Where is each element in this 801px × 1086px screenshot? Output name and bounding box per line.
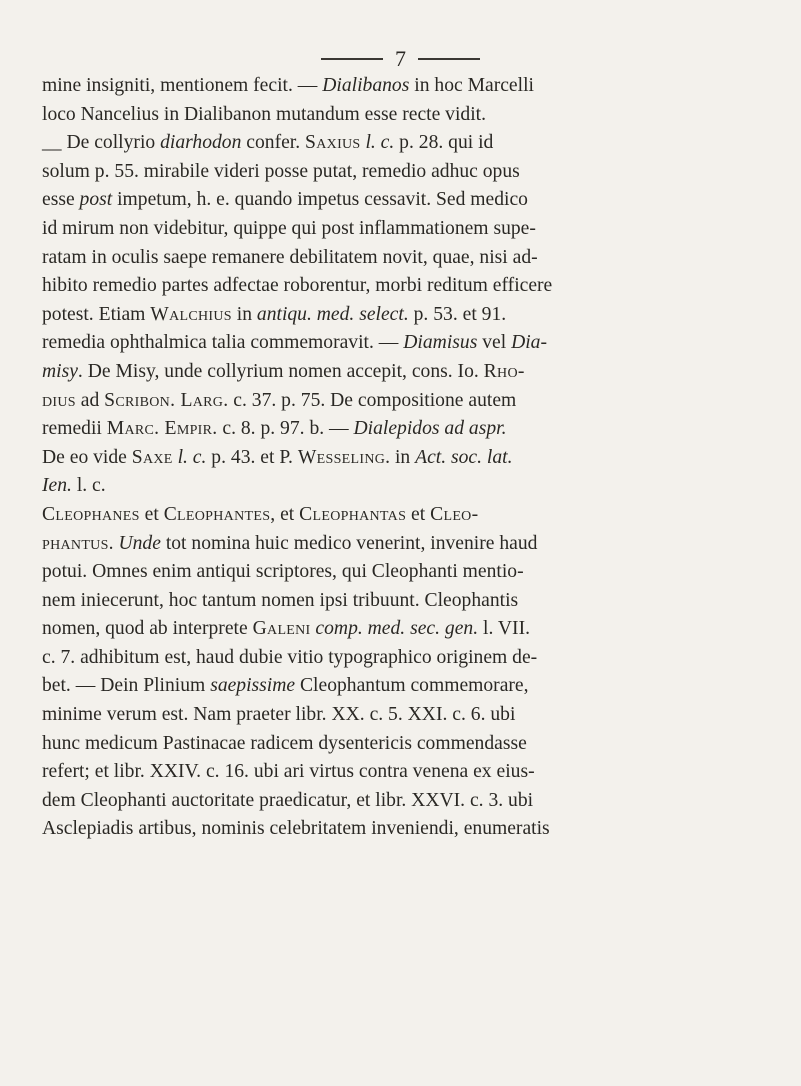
text-run: potest. Etiam xyxy=(42,303,151,325)
name-run: Cleo- xyxy=(430,503,479,525)
text-run: confer. xyxy=(241,132,306,154)
name-run: Saxius xyxy=(305,132,361,154)
italic-run: l. c. xyxy=(365,132,395,154)
text-line xyxy=(42,501,774,530)
name-run: Cleophantas xyxy=(299,503,407,525)
text-run: Asclepiadis artibus, nominis celebritatem inveniendi, enumeratis xyxy=(42,818,550,840)
name-run: Cleophantes xyxy=(163,503,271,525)
text-run: l. VII. xyxy=(478,618,530,640)
text-run: hibito remedio partes adfectae roborentur, morbi reditum efficere xyxy=(42,275,553,297)
text-run: et xyxy=(406,503,431,525)
name-run: Scribon. Larg. xyxy=(104,389,229,411)
name-run: Cleophanes xyxy=(42,503,140,525)
text-run: minime verum est. Nam praeter libr. XX. c. 5. XXI. c. 6. ubi xyxy=(42,704,516,726)
page-header xyxy=(0,48,801,70)
text-line xyxy=(42,72,774,101)
italic-run: Dia- xyxy=(511,332,547,354)
text-run: nomen, quod ab interprete xyxy=(42,618,253,640)
text-run: vel xyxy=(477,332,512,354)
header-rule-left xyxy=(321,58,383,60)
italic-run: misy xyxy=(42,360,78,382)
text-run: l. c. xyxy=(71,475,106,497)
header-rule-right xyxy=(418,58,480,60)
text-run: remedia ophthalmica talia commemoravit. — xyxy=(42,332,404,354)
italic-run: Unde xyxy=(118,532,161,554)
body-text xyxy=(42,72,774,844)
text-line xyxy=(42,158,774,187)
text-line xyxy=(42,815,774,844)
text-run: __ De collyrio xyxy=(42,132,161,154)
italic-run: Dialepidos ad aspr. xyxy=(353,418,507,440)
text-run: c. 37. p. 75. De compositione autem xyxy=(228,389,517,411)
name-run: phantus xyxy=(42,532,109,554)
text-line xyxy=(42,301,774,330)
text-line xyxy=(42,472,774,501)
text-run: . xyxy=(108,532,119,554)
text-line xyxy=(42,387,774,416)
text-run: impetum, h. e. quando impetus cessavit. Sed medico xyxy=(112,189,528,211)
italic-run: Act. soc. lat. xyxy=(415,446,513,468)
name-run: Wesseling xyxy=(297,446,386,468)
page-number: 7 xyxy=(395,46,406,71)
text-run: mine insigniti, mentionem fecit. — xyxy=(42,75,323,96)
text-run: in hoc Marcelli xyxy=(409,75,534,96)
text-line xyxy=(42,615,774,644)
italic-run: antiqu. med. select. xyxy=(256,303,409,325)
text-run: p. 28. qui id xyxy=(394,132,494,154)
italic-run: Diamisus xyxy=(403,332,478,354)
italic-run: saepissime xyxy=(210,675,296,697)
italic-run: l. c. xyxy=(177,446,207,468)
text-run: esse xyxy=(42,189,80,211)
name-run: dius xyxy=(42,389,76,411)
text-run: De eo vide xyxy=(42,446,132,468)
italic-run: diarhodon xyxy=(160,132,242,154)
text-line xyxy=(42,530,774,559)
text-line xyxy=(42,444,774,473)
name-run: Saxe xyxy=(131,446,173,468)
text-run: c. 8. p. 97. b. — xyxy=(217,418,354,440)
text-run: remedii xyxy=(42,418,107,440)
text-run: ad xyxy=(75,389,105,411)
text-line xyxy=(42,587,774,616)
text-line xyxy=(42,186,774,215)
text-run: refert; et libr. XXIV. c. 16. ubi ari virtus contra venena ex eius- xyxy=(42,761,535,783)
text-run: solum p. 55. mirabile videri posse putat, remedio adhuc opus xyxy=(42,160,520,182)
text-run: p. 53. et 91. xyxy=(408,303,507,325)
text-run: potui. Omnes enim antiqui scriptores, qui Cleophanti mentio- xyxy=(42,561,524,583)
text-line xyxy=(42,644,774,673)
text-line xyxy=(42,701,774,730)
text-run: id mirum non videbitur, quippe qui post inflammationem supe- xyxy=(42,217,536,239)
text-run: nem iniecerunt, hoc tantum nomen ipsi tribuunt. Cleophantis xyxy=(42,589,519,611)
text-line xyxy=(42,415,774,444)
text-line xyxy=(42,329,774,358)
text-run: dem Cleophanti auctoritate praedicatur, et libr. XXVI. c. 3. ubi xyxy=(42,789,534,811)
italic-run: post xyxy=(79,189,113,211)
text-line xyxy=(42,101,774,130)
italic-run: comp. med. sec. gen. xyxy=(315,618,479,640)
text-line xyxy=(42,787,774,816)
text-line xyxy=(42,358,774,387)
text-line xyxy=(42,215,774,244)
text-line xyxy=(42,758,774,787)
text-run: ratam in oculis saepe remanere debilitatem novit, quae, nisi ad- xyxy=(42,246,538,268)
italic-run: Dialibanos xyxy=(322,75,410,96)
text-run: c. 7. adhibitum est, haud dubie vitio typographico originem de- xyxy=(42,646,538,668)
text-line xyxy=(42,244,774,273)
text-line xyxy=(42,672,774,701)
text-run: bet. — Dein Plinium xyxy=(42,675,211,697)
text-run: Cleophantum commemorare, xyxy=(295,675,529,697)
text-line xyxy=(42,129,774,158)
text-run: in xyxy=(231,303,257,325)
text-run: tot nomina huic medico venerint, invenire haud xyxy=(160,532,538,554)
italic-run: Ien. xyxy=(42,475,72,497)
text-run: hunc medicum Pastinacae radicem dysentericis commendasse xyxy=(42,732,527,754)
text-line xyxy=(42,272,774,301)
name-run: Rho- xyxy=(483,360,525,382)
text-run: . De Misy, unde collyrium nomen accepit, cons. Io. xyxy=(77,360,484,382)
text-run: loco Nancelius in Dialibanon mutandum esse recte vidit. xyxy=(42,103,487,125)
text-run: p. 43. et P. xyxy=(206,446,298,468)
text-line xyxy=(42,730,774,759)
text-run: et xyxy=(139,503,164,525)
text-run: , et xyxy=(270,503,300,525)
text-run: . in xyxy=(385,446,416,468)
text-line xyxy=(42,558,774,587)
name-run: Marc. Empir. xyxy=(106,418,218,440)
name-run: Galeni xyxy=(252,618,311,640)
name-run: Walchius xyxy=(150,303,232,325)
